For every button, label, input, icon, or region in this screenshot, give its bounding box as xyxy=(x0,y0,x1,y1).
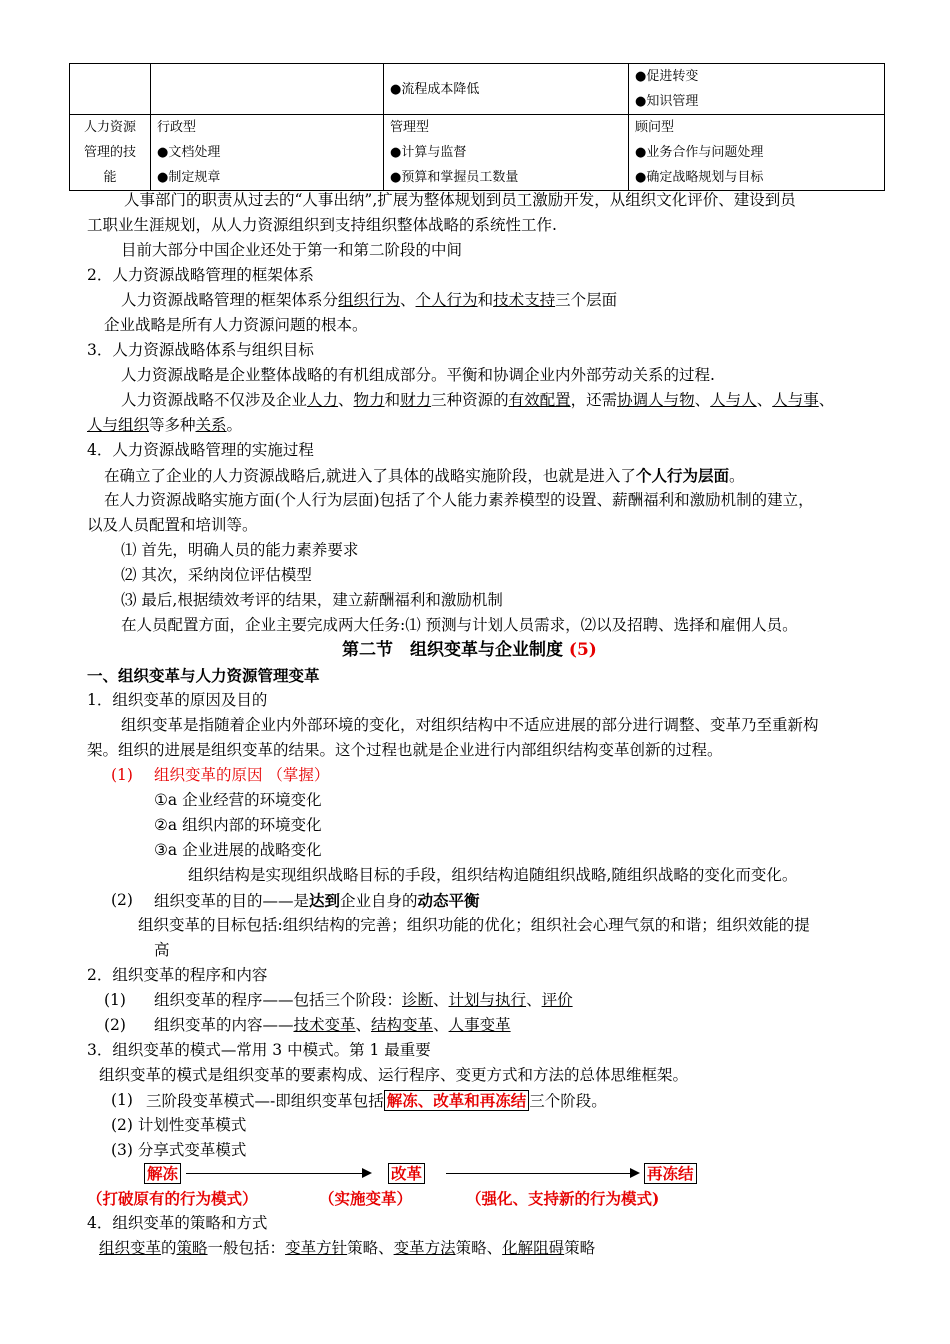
cell-line: ●业务合作与问题处理 xyxy=(635,145,764,160)
paragraph: 组织变革的目标包括:组织结构的完善；组织功能的优化；组织社会心理气氛的和谐；组织效能的提 xyxy=(138,916,810,934)
paragraph: 组织变革是指随着企业内外部环境的变化，对组织结构中不适应进展的部分进行调整、变革乃至重新构 xyxy=(121,716,819,734)
text-span: 人力资源战略不仅涉及企业 xyxy=(121,391,308,409)
list-item: (2) 计划性变革模式 xyxy=(111,1116,247,1134)
table-cell xyxy=(629,64,885,115)
underlined-term: 人与事 xyxy=(772,391,819,409)
text-span: 企业自身的 xyxy=(340,892,418,910)
cell-line: ●文档处理 xyxy=(157,145,221,160)
text-span: 策略、 xyxy=(347,1239,394,1257)
list-item: ⑵ 其次，采纳岗位评估模型 xyxy=(121,566,312,584)
highlight-box: 解冻、改革和再冻结 xyxy=(384,1090,530,1111)
table-cell: ●流程成本降低 xyxy=(384,64,629,115)
underlined-term: 组织行为 xyxy=(338,291,401,309)
flow-step-refreeze xyxy=(644,1161,697,1187)
flow-box: 改革 xyxy=(388,1163,425,1184)
text-span: 、 xyxy=(756,391,773,409)
paragraph: 目前大部分中国企业还处于第一和第二阶段的中间 xyxy=(121,241,463,259)
cell-line: ●预算和掌握员工数量 xyxy=(390,170,519,185)
arrow-right-icon xyxy=(362,1168,372,1178)
underlined-term: 变革方法 xyxy=(393,1239,456,1257)
cell-line: 人力资源 xyxy=(83,120,136,135)
paragraph xyxy=(121,288,617,313)
text-span: 、 xyxy=(355,1016,372,1034)
subheading: 1．组织变革的原因及目的 xyxy=(87,691,268,709)
text-span: 、 xyxy=(818,391,835,409)
text-span: 组织变革的目的——是 xyxy=(154,892,310,910)
text-span: 和 xyxy=(477,291,494,309)
list-item: ⑴ 首先，明确人员的能力素养要求 xyxy=(121,541,359,559)
paragraph: 架。组织的进展是组织变革的结果。这个过程也就是企业进行内部组织结构变革创新的过程。 xyxy=(87,741,723,759)
table-cell xyxy=(629,115,885,191)
list-number: (2) xyxy=(104,1016,126,1034)
text-span: 、 xyxy=(694,391,711,409)
list-item xyxy=(146,1088,607,1114)
cell-line: ●知识管理 xyxy=(635,94,699,109)
paragraph: 企业战略是所有人力资源问题的根本。 xyxy=(104,316,368,334)
subheading: 3．人力资源战略体系与组织目标 xyxy=(87,341,314,359)
underlined-term: 个人行为 xyxy=(415,291,478,309)
cell-line: 管理的技 xyxy=(83,145,136,160)
bold-term: 个人行为层面 xyxy=(635,466,729,485)
text-span: 、 xyxy=(433,991,449,1009)
list-item: 组织变革的原因 （掌握） xyxy=(154,766,330,784)
text-span: 三个层面 xyxy=(555,291,618,309)
underlined-term: 结构变革 xyxy=(371,1016,434,1034)
text-span: 策略 xyxy=(564,1239,596,1257)
underlined-term: 人事变革 xyxy=(448,1016,511,1034)
text-span: 的 xyxy=(161,1239,177,1257)
underlined-term: 物力 xyxy=(353,391,385,409)
cell-line: 管理型 xyxy=(390,120,430,135)
list-item: ⑶ 最后,根据绩效考评的结果，建立薪酬福利和激励机制 xyxy=(121,591,503,609)
flow-step-change xyxy=(388,1161,425,1187)
underlined-term: 关系 xyxy=(195,416,227,434)
underlined-term: 人与人 xyxy=(710,391,757,409)
heading: 一、组织变革与人力资源管理变革 xyxy=(87,666,320,685)
paragraph xyxy=(99,1236,595,1261)
table-row xyxy=(70,115,885,191)
list-number: (1) xyxy=(111,766,133,784)
subheading: 2．人力资源战略管理的框架体系 xyxy=(87,266,314,284)
underlined-term: 人力 xyxy=(307,391,339,409)
bold-term: 动态平衡 xyxy=(417,891,480,910)
flow-box: 解冻 xyxy=(144,1163,181,1184)
text-span: 、 xyxy=(338,391,354,409)
underlined-term: 技术支持 xyxy=(493,291,556,309)
list-item: ②a 组织内部的环境变化 xyxy=(154,816,322,834)
text-span: 一般包括： xyxy=(207,1239,286,1257)
paragraph xyxy=(121,388,834,413)
list-number: (2) xyxy=(111,891,133,909)
text-span: ，还需 xyxy=(570,391,618,409)
underlined-term: 策略 xyxy=(176,1239,208,1257)
text-span: 、 xyxy=(433,1016,449,1034)
arrow-right-icon xyxy=(630,1168,640,1178)
text-span: 。 xyxy=(226,416,243,434)
text-span: 、 xyxy=(526,991,542,1009)
text-span: 和 xyxy=(384,391,401,409)
paragraph: 组织变革的模式是组织变革的要素构成、运行程序、变更方式和方法的总体思维框架。 xyxy=(99,1066,689,1084)
cell-line: ●计算与监督 xyxy=(390,145,467,160)
underlined-term: 人与组织 xyxy=(87,416,150,434)
text-span: 等多种 xyxy=(149,416,196,434)
flow-note: （强化、支持新的行为模式) xyxy=(466,1189,660,1208)
text-span: 组织变革的内容—— xyxy=(154,1016,294,1034)
underlined-term: 有效配置 xyxy=(508,391,571,409)
underlined-term: 评价 xyxy=(541,991,573,1009)
underlined-term: 化解阻碍 xyxy=(502,1239,565,1257)
text-span: 组织变革的程序——包括三个阶段： xyxy=(154,991,403,1009)
list-number: (1) xyxy=(111,1091,133,1109)
subheading: 4．组织变革的策略和方式 xyxy=(87,1214,268,1232)
cell-line: 顾问型 xyxy=(635,120,675,135)
section-number: (5) xyxy=(568,640,597,660)
text-span: 。 xyxy=(728,467,745,485)
paragraph xyxy=(104,463,744,489)
list-item: (3) 分享式变革模式 xyxy=(111,1141,247,1159)
underlined-term: 诊断 xyxy=(402,991,434,1009)
paragraph: 工职业生涯规划，从人力资源组织到支持组织整体战略的系统性工作. xyxy=(87,216,557,234)
underlined-term: 计划与执行 xyxy=(448,991,527,1009)
underlined-term: 技术变革 xyxy=(293,1016,356,1034)
underlined-term: 变革方针 xyxy=(285,1239,348,1257)
text-span: 三种资源的 xyxy=(431,391,509,409)
text-span: 三个阶段。 xyxy=(529,1092,607,1110)
paragraph: 以及人员配置和培训等。 xyxy=(87,516,258,534)
cell-line: ●确定战略规划与目标 xyxy=(635,170,764,185)
list-number: (1) xyxy=(104,991,126,1009)
text-span: 策略、 xyxy=(455,1239,503,1257)
table-row xyxy=(70,64,885,115)
table-cell xyxy=(384,115,629,191)
text-span: 、 xyxy=(400,291,416,309)
cell-line: ●制定规章 xyxy=(157,170,221,185)
cell-line: 能 xyxy=(103,170,117,185)
flow-note: （实施变革） xyxy=(319,1189,413,1208)
underlined-term: 协调人与物 xyxy=(617,391,695,409)
section-title-text: 第二节 组织变革与企业制度 xyxy=(342,640,569,660)
list-item: ③a 企业进展的战略变化 xyxy=(154,841,322,859)
subheading: 4．人力资源战略管理的实施过程 xyxy=(87,441,314,459)
subheading: 3．组织变革的模式—常用 3 中模式。第 1 最重要 xyxy=(87,1041,431,1059)
paragraph: 组织结构是实现组织战略目标的手段，组织结构追随组织战略,随组织战略的变化而变化。 xyxy=(188,866,798,884)
cell-line: 行政型 xyxy=(157,120,197,135)
bold-term: 达到 xyxy=(309,891,341,910)
text-span: 三阶段变革模式—-即组织变革包括 xyxy=(146,1092,384,1110)
paragraph: 高 xyxy=(154,941,170,959)
paragraph: 人力资源战略是企业整体战略的有机组成部分。平衡和协调企业内外部劳动关系的过程. xyxy=(121,366,715,384)
list-item xyxy=(154,888,480,914)
paragraph: 在人员配置方面，企业主要完成两大任务:⑴ 预测与计划人员需求，⑵以及招聘、选择和雇佣人员。 xyxy=(121,616,798,634)
section-title xyxy=(342,638,597,663)
paragraph: 在人力资源战略实施方面(个人行为层面)包括了个人能力素养模型的设置、薪酬福利和激励机制的建立， xyxy=(104,491,814,509)
list-item xyxy=(154,1013,511,1038)
arrow-line xyxy=(186,1173,362,1174)
table-cell xyxy=(151,115,384,191)
list-item: ①a 企业经营的环境变化 xyxy=(154,791,322,809)
cell-line: ●促进转变 xyxy=(635,69,699,84)
table-cell xyxy=(151,64,384,115)
underlined-term: 财力 xyxy=(400,391,432,409)
paragraph xyxy=(87,413,242,438)
table-cell xyxy=(70,64,151,115)
text-span: 人力资源战略管理的框架体系分 xyxy=(121,291,339,309)
arrow-line xyxy=(446,1173,630,1174)
subheading: 2．组织变革的程序和内容 xyxy=(87,966,268,984)
flow-note: （打破原有的行为模式） xyxy=(87,1189,258,1208)
flow-box: 再冻结 xyxy=(644,1163,697,1184)
text-span: 在确立了企业的人力资源战略后,就进入了具体的战略实施阶段，也就是进入了 xyxy=(104,467,636,485)
paragraph: 人事部门的职责从过去的“人事出纳”,扩展为整体规划到员工激励开发，从组织文化评价、建设到员 xyxy=(124,191,796,209)
hr-skills-table xyxy=(69,63,885,191)
table-cell xyxy=(70,115,151,191)
list-item xyxy=(154,988,573,1013)
flow-step-unfreeze xyxy=(144,1161,181,1187)
underlined-term: 组织变革 xyxy=(99,1239,162,1257)
